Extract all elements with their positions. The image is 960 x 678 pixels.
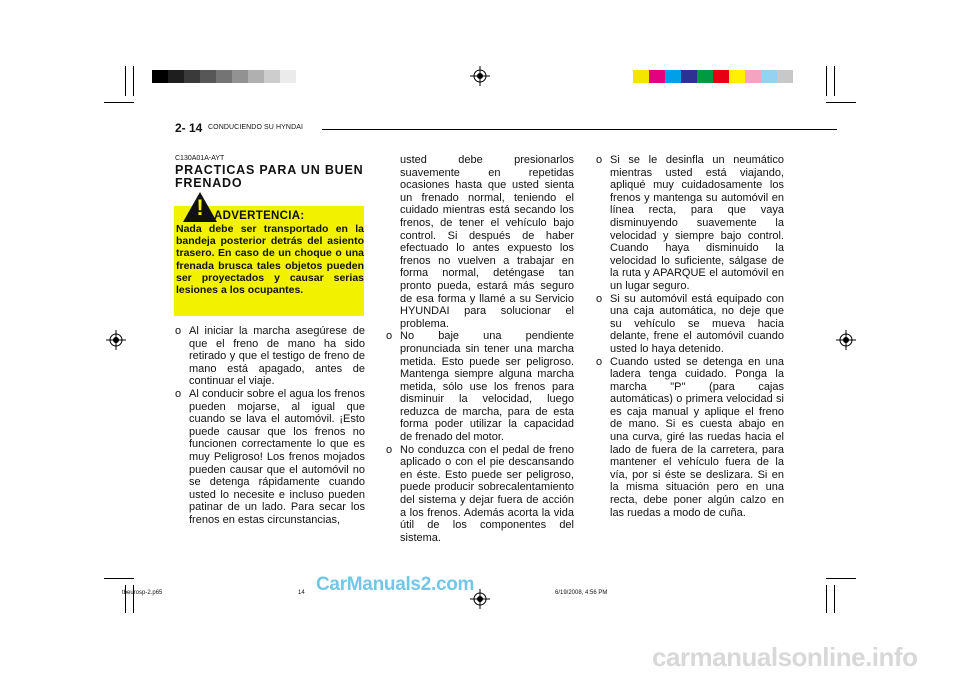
crop-mark bbox=[125, 66, 126, 96]
crop-mark bbox=[826, 102, 856, 103]
registration-mark-icon bbox=[836, 330, 856, 350]
column-2 bbox=[386, 154, 574, 544]
color-swatch bbox=[248, 70, 264, 83]
watermark-link[interactable]: carmanualsonline.info bbox=[652, 642, 918, 672]
footer-filename: tbeurosp-2.p65 bbox=[122, 590, 163, 596]
continued-text: usted debe presionarlos suavemente en repetidas ocasiones hasta que usted sienta un frenado normal, teniendo el cuidado mientras está secando los frenos, de tener el vehículo bajo control. Si después de haber efectuado lo antes expuesto los frenos no vuelven a trabajar en forma normal, deténgase tan pronto pueda, estará más seguro de esa forma y llamé a su Servicio HYUNDAI para solucionar el problema. bbox=[400, 154, 574, 330]
crop-mark bbox=[834, 66, 835, 96]
crop-mark bbox=[104, 578, 134, 579]
color-swatch bbox=[280, 70, 296, 83]
warning-box bbox=[174, 195, 364, 316]
color-swatch bbox=[168, 70, 184, 83]
list-item-text: Si se le desinfla un neumático mientras usted está viajando, apliqué muy cuidadosamente los frenos y mantenga su automóvil en línea recta, para que vaya disminuyendo suavemente la velocidad y siempre bajo control. Cuando haya disminuido la velocidad lo suficiente, sálgase de la ruta y APARQUE el automóvil en un lugar seguro. bbox=[610, 154, 784, 292]
page-title-line: PRACTICAS PARA UN BUEN bbox=[175, 163, 364, 177]
crop-mark bbox=[834, 585, 835, 613]
color-swatch bbox=[152, 70, 168, 83]
page-title-line: FRENADO bbox=[175, 176, 243, 190]
color-swatch bbox=[633, 70, 649, 83]
bullet: o bbox=[596, 154, 603, 166]
warning-text: Nada debe ser transportado en la bandeja posterior detrás del asiento trasero. En caso de un choque o una frenada brusca tales objetos pueden ser proyectados y causar serias lesiones a los ocupantes. bbox=[176, 223, 364, 297]
list-item bbox=[596, 154, 784, 293]
bullet: o bbox=[175, 325, 182, 337]
page-title bbox=[175, 164, 365, 190]
crop-mark bbox=[104, 102, 134, 103]
section-title: CONDUCIENDO SU HYNDAI bbox=[208, 124, 304, 131]
list-item bbox=[596, 293, 784, 356]
color-swatch bbox=[777, 70, 793, 83]
crop-mark bbox=[826, 585, 827, 613]
color-swatch bbox=[232, 70, 248, 83]
bullet: o bbox=[175, 387, 182, 400]
color-swatch bbox=[665, 70, 681, 83]
footer-page-number: 14 bbox=[298, 590, 305, 596]
color-swatch bbox=[184, 70, 200, 83]
color-swatch bbox=[216, 70, 232, 83]
list-item-text: Si su automóvil está equipado con una caja automática, no deje que su vehículo se mueva hacia delante, frene el automóvil cuando usted lo haya detenido. bbox=[610, 292, 784, 355]
grayscale-bar bbox=[152, 70, 296, 83]
registration-mark-icon bbox=[470, 66, 490, 86]
column-3 bbox=[596, 154, 784, 519]
list-item bbox=[175, 388, 365, 527]
list-item-text: No conduzca con el pedal de freno aplicado o con el pie descansando en éste. Esto puede ser peligroso, puede producir sobrecalentamiento del sistema y dejar fuera de acción a los frenos. Además acorta la vida útil de los componentes del sistema. bbox=[400, 443, 574, 544]
color-swatch bbox=[697, 70, 713, 83]
crop-mark bbox=[133, 66, 134, 96]
list-item bbox=[386, 444, 574, 545]
crop-mark bbox=[826, 66, 827, 96]
footer-date: 6/19/2008, 4:56 PM bbox=[555, 590, 608, 596]
color-swatch bbox=[200, 70, 216, 83]
color-swatch bbox=[761, 70, 777, 83]
color-bar bbox=[633, 70, 793, 83]
list-item bbox=[175, 325, 365, 388]
list-item bbox=[596, 356, 784, 520]
list-item-text: Al conducir sobre el agua los frenos pueden mojarse, al igual que cuando se lava el automóvil. ¡Esto puede causar que los frenos no funcionen correctamente lo que es muy Peligroso! Los frenos mojados pueden causar que el automóvil no se detenga rápidamente cuando usted lo necesite e incluso pueden patinar de un lado. Para secar los frenos en estas circunstancias, bbox=[189, 387, 365, 526]
header-rule bbox=[322, 129, 837, 130]
doc-code: C130A01A-AYT bbox=[175, 155, 225, 162]
list-item-text: Al iniciar la marcha asegúrese de que el freno de mano ha sido retirado y que el testigo de freno de mano está apagado, antes de continuar el viaje. bbox=[189, 325, 365, 388]
column-1 bbox=[175, 325, 365, 527]
list-item-text: No baje una pendiente pronunciada sin tener una marcha metida. Esto puede ser peligroso. Mantenga siempre alguna marcha metida, sólo use los frenos para disminuir la velocidad, luego reduzca de marcha, para de esta forma poder utilizar la capacidad de frenado del motor. bbox=[400, 330, 574, 444]
color-swatch bbox=[681, 70, 697, 83]
watermark-link[interactable]: CarManuals2.com bbox=[316, 574, 475, 595]
color-swatch bbox=[729, 70, 745, 83]
list-item-text: Cuando usted se detenga en una ladera tenga cuidado. Ponga la marcha "P" (para cajas automáticas) o primera velocidad si es caja manual y aplique el freno de mano. Si es cuesta abajo en una curva, giré las ruedas hacia el lado de fuera de la carretera, para mantener el vehículo fuera de la vía, por si éste se deslizara. Si en la misma situación pero en una recta, debe poner algún calzo en las ruedas a modo de cuña. bbox=[610, 355, 784, 519]
section-number: 2- 14 bbox=[175, 121, 203, 135]
list-item bbox=[386, 330, 574, 443]
exclamation-icon: ! bbox=[196, 195, 204, 220]
bullet: o bbox=[596, 355, 603, 368]
registration-mark-icon bbox=[106, 330, 126, 350]
color-swatch bbox=[649, 70, 665, 83]
bullet: o bbox=[596, 292, 603, 305]
crop-mark bbox=[826, 578, 856, 579]
bullet: o bbox=[386, 330, 393, 343]
warning-title: ADVERTENCIA: bbox=[214, 210, 305, 222]
bullet: o bbox=[386, 443, 393, 456]
color-swatch bbox=[745, 70, 761, 83]
color-swatch bbox=[264, 70, 280, 83]
color-swatch bbox=[713, 70, 729, 83]
